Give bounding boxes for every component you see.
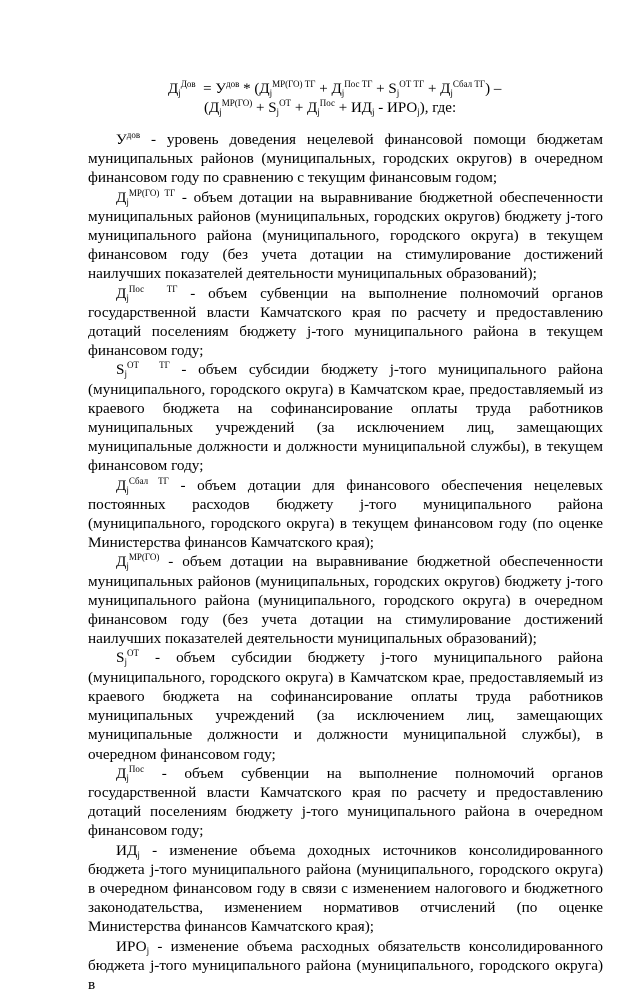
definition-u-dov: $У^{дов}$ - уровень доведения нецелевой финансовой помощи бюджетам муниципальных районов (муниципальных, городских округов) в очередном финансовом году по сравнению с текущим финансовым годом; [88,130,603,187]
definition-text: - объем дотации на выравнивание бюджетной обеспеченности муниципальных районов (муниципальных, городских округов) бюджету j-того муниципального района (муниципального, городского округа) в очередном финансовом году (без учета дотации на стимулирование достижений наилучших показателей деятельности муниципальных образований); [88,553,603,648]
definition-text: - объем субсидии бюджету j-того муниципального района (муниципального, городского округа) в Камчатском крае, предоставляемый из краевого бюджета на софинансирование оплаты труда работников муниципальных учреждений (за исключением лиц, замещающих муниципальные должности и должности муниципальной службы), в очередном финансовом году; [88,649,603,763]
definition-d-pos: $Д_j^{Пос}$ - объем субвенции на выполнение полномочий органов государственной власти Камчатского края по расчету и предоставлению дотаций поселениям бюджету j-того муниципального района в очередном финансовом году; [88,763,603,840]
definition-d-pos-tg: $Д_j^{Пос ТГ}$ - объем субвенции на выполнение полномочий органов государственной власти Камчатского края по расчету и предоставлению дотаций поселениям бюджету j-того муниципального района в текущем финансовом году; [88,283,603,360]
formula-block [150,80,570,118]
definition-d-mr-go: $Д_j^{МР(ГО)}$ - объем дотации на выравнивание бюджетной обеспеченности муниципальных районов (муниципальных, городских округов) бюджету j-того муниципального района (муниципального, городского округа) в очередном финансовом году (без учета дотации на стимулирование достижений наилучших показателей деятельности муниципальных образований); [88,552,603,648]
definition-text: - объем субсидии бюджету j-того муниципального района (муниципального, городского округа) в Камчатском крае, предоставляемый из краевого бюджета на софинансирование оплаты труда работников муниципальных учреждений (за исключением лиц, замещающих муниципальные должности и должности муниципальной службы), в текущем финансовом году; [88,361,603,475]
definition-s-ot-tg: $S_j^{ОТ ТГ}$ - объем субсидии бюджету j-того муниципального района (муниципального, городского округа) в Камчатском крае, предоставляемый из краевого бюджета на софинансирование оплаты труда работников муниципальных учреждений (за исключением лиц, замещающих муниципальные должности и должности муниципальной службы), в текущем финансовом году; [88,360,603,475]
definition-text: - изменение объема доходных источников консолидированного бюджета j-того муниципального района (муниципального, городского округа) в очередном финансовом году в связи с изменением налогового и бюджетного законодательства, изменением нормативов отчислений (по оценке Министерства финансов Камчатского края); [88,841,603,936]
definition-id: $ИД_j$ - изменение объема доходных источников консолидированного бюджета j-того муниципального района (муниципального, городского округа) в очередном финансовом году в связи с изменением налогового и бюджетного законодательства, изменением нормативов отчислений (по оценке Министерства финансов Камчатского края); [88,841,603,936]
formula-line-2: $(Д_j^{МР(ГО)} + S_j^{ОТ} + Д_j^{Пос} + ИД_j - ИРО_j)$, где: [204,98,457,117]
definition-d-sbal-tg: $Д_j^{Сбал ТГ}$ - объем дотации для финансового обеспечения нецелевых постоянных расходов бюджету j-того муниципального района (муниципального, городского округа) в текущем финансовом году (по оценке Министерства финансов Камчатского края); [88,475,603,552]
definition-text: - объем дотации для финансового обеспечения нецелевых постоянных расходов бюджету j-того муниципального района (муниципального, городского округа) в текущем финансовом году (по оценке Министерства финансов Камчатского края); [88,476,603,552]
definition-s-ot: $S_j^{ОТ}$ - объем субсидии бюджету j-того муниципального района (муниципального, городского округа) в Камчатском крае, предоставляемый из краевого бюджета на софинансирование оплаты труда работников муниципальных учреждений (за исключением лиц, замещающих муниципальные должности и должности муниципальной службы), в очередном финансовом году; [88,648,603,763]
definition-text: - объем субвенции на выполнение полномочий органов государственной власти Камчатского края по расчету и предоставлению дотаций поселениям бюджету j-того муниципального района в текущем финансовом году; [88,284,603,360]
definition-d-mr-go-tg: $Д_j^{МР(ГО) ТГ}$ - объем дотации на выравнивание бюджетной обеспеченности муниципальных районов (муниципальных, городских округов) бюджету j-того муниципального района (муниципального, городского округа) в текущем финансовом году (без учета дотации на стимулирование достижений наилучших показателей деятельности муниципальных образований); [88,187,603,283]
definition-text: - изменение объема расходных обязательств консолидированного бюджета j-того муниципального района (муниципального, городского округа) в [88,937,603,993]
definition-text: - объем дотации на выравнивание бюджетной обеспеченности муниципальных районов (муниципальных, городских округов) бюджету j-того муниципального района (муниципального, городского округа) в текущем финансовом году (без учета дотации на стимулирование достижений наилучших показателей деятельности муниципальных образований); [88,188,603,283]
definition-iro: $ИРО_j$ - изменение объема расходных обязательств консолидированного бюджета j-того муниципального района (муниципального, городского округа) в [88,937,603,993]
definition-text: - объем субвенции на выполнение полномочий органов государственной власти Камчатского края по расчету и предоставлению дотаций поселениям бюджету j-того муниципального района в очередном финансовом году; [88,764,603,840]
formula-line-1: $Д_j^{Дов} = У^{дов} * (Д_j^{МР(ГО) ТГ} + Д_j^{Пос ТГ} + S_j^{ОТ ТГ} + Д_j^{Сбал ТГ})$ – [168,79,502,98]
definition-text: - уровень доведения нецелевой финансовой помощи бюджетам муниципальных районов (муниципальных, городских округов) в очередном финансовом году по сравнению с текущим финансовым годом; [88,131,603,187]
definitions-list [88,130,603,994]
